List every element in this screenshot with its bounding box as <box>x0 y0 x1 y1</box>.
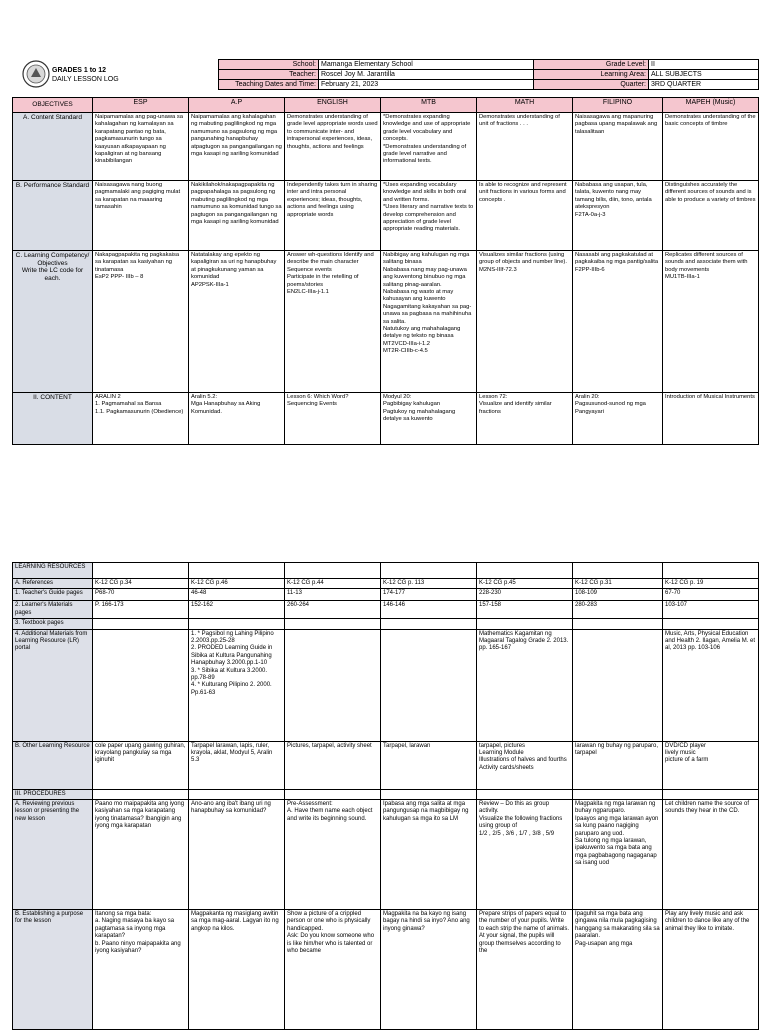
lr-cell: Mathematics Kagamitan ng Magaaral Tagalog Grade 2. 2013. pp. 165-167 <box>477 629 573 741</box>
subject-header-english: ENGLISH <box>285 98 381 113</box>
lr-cell: cole paper upang gawing guhiran, krayolang pangkulay sa mga iginuhit <box>93 741 189 789</box>
lr-empty-cell <box>381 563 477 579</box>
lr-cell: 260-264 <box>285 601 381 619</box>
objective-cell: Is able to recognize and represent unit fractions in various forms and concepts . <box>477 181 573 251</box>
objective-cell: Natatalakay ang epekto ng kapaligiran sa uri ng hanapbuhay at pinagkukunang yaman sa komunidad AP2PSK-IIIa-1 <box>189 251 285 393</box>
lr-row-label: 4. Additional Materials from Learning Resource (LR) portal <box>13 629 93 741</box>
area-value: ALL SUBJECTS <box>649 70 759 80</box>
header-info <box>218 59 758 90</box>
lr-row <box>13 619 759 629</box>
procedure-cell: Review – Do this as group activity. Visualize the following fractions using group of 1/2 , 2/5 , 3/6 , 1/7 , 3/8 , 5/9 <box>477 800 573 910</box>
procedures-title-row <box>13 789 759 799</box>
lr-row <box>13 741 759 789</box>
proc-empty-cell <box>381 789 477 799</box>
lr-cell: 174-177 <box>381 589 477 601</box>
objective-cell: Naipamamalas ang kahalagahan ng mabuting paglilingkod ng mga namumuno sa pagsulong ng mga pangunahing hanapbuhay atpagtugon sa pangangailangan ng mga kasapi ng sariling komunidad <box>189 113 285 181</box>
objective-cell: Naipamamalas ang pag-unawa sa kahalagahan ng kamalayan sa karapatang pantao ng bata, pagkamasunurin tungo sa kaayusan atkapayapaan ng kapaligiran at ng bansang kinabibilangan <box>93 113 189 181</box>
procedure-row-label: B. Establishing a purpose for the lesson <box>13 910 93 1030</box>
lr-cell: 146-146 <box>381 601 477 619</box>
procedures-title: III. PROCEDURES <box>13 789 93 799</box>
lr-empty-cell <box>477 563 573 579</box>
lr-cell <box>573 629 663 741</box>
objective-row <box>13 393 759 445</box>
objective-cell: *Demonstrates expanding knowledge and use of appropriate grade level vocabulary and concepts. *Demonstrates understanding of grade level narrative and informational texts. <box>381 113 477 181</box>
lr-cell: P. 166-173 <box>93 601 189 619</box>
lr-row-label: A. References <box>13 579 93 589</box>
lr-cell <box>573 619 663 629</box>
lr-row <box>13 629 759 741</box>
lr-cell <box>93 629 189 741</box>
objective-cell: Aralin 5.2: Mga Hanapbuhay sa Aking Komunidad. <box>189 393 285 445</box>
lr-cell <box>285 629 381 741</box>
row-label-text: A. Content Standard <box>23 114 82 121</box>
procedure-cell: Magpakita na ba kayo ng isang bagay na hindi sa inyo? Ano ang inyong ginawa? <box>381 910 477 1030</box>
objective-cell: *Uses expanding vocabulary knowledge and skills in both oral and written forms. *Uses literary and narrative texts to develop comprehension and appreciation of grade level appropriate reading materials. <box>381 181 477 251</box>
lr-cell: 108-109 <box>573 589 663 601</box>
lr-empty-cell <box>93 563 189 579</box>
lr-cell: K-12 CG p.46 <box>189 579 285 589</box>
objective-cell: Nakikilahok/nakapagpapakita ng pagpapahalaga sa pagsulong ng mabuting paglilingkod ng mga namumuno sa komunidad tungo sa pagtugon sa pangangailangan ng mga kasapi ng sariling komunidad <box>189 181 285 251</box>
objective-cell: Nasasabi ang pagkakatulad at pagkakaiba ng mga pantig/salita F2PP-IIIb-6 <box>573 251 663 393</box>
procedure-cell: Ipabasa ang mga salita at mga pangungusap na magbibigay ng kahulugan sa mga ito sa LM <box>381 800 477 910</box>
lr-cell: K-12 CG p. 19 <box>663 579 759 589</box>
objective-row-label <box>13 113 93 181</box>
subject-header-filipino: FILIPINO <box>573 98 663 113</box>
lr-cell: Tarpapel, larawan <box>381 741 477 789</box>
objective-cell: Answer wh-questions Identify and describe the main character Sequence events Participate in the retelling of poems/stories EN2LC-IIIa-j-1.1 <box>285 251 381 393</box>
procedure-row <box>13 800 759 910</box>
objective-cell: Nabibigay ang kahulugan ng mga salitang binasa Nababasa nang may pag-unawa ang kuwentong binubuo ng mga salitang pinag-aaralan. Nababasa ng wasto at may kahusayan ang kuwento Nagagamitang kakayahan sa pag-unawa sa pagbasa na mahihinuha sa salita. Natutukoy ang mahahalagang detalye ng teksto ng binasa MT2VCD-IIIa-i-1.2 MT2R-CIIIb-c-4.5 <box>381 251 477 393</box>
lr-cell: P68-70 <box>93 589 189 601</box>
lr-row-label: 3. Textbook pages <box>13 619 93 629</box>
subject-header-a-p: A.P <box>189 98 285 113</box>
lr-cell: 46-48 <box>189 589 285 601</box>
objectives-header: OBJECTIVES <box>13 98 93 113</box>
proc-empty-cell <box>285 789 381 799</box>
area-label: Learning Area: <box>534 70 649 80</box>
objectives-table <box>12 97 758 445</box>
lr-cell: 157-158 <box>477 601 573 619</box>
objective-cell: Lesson 72: Visualize and identify similar fractions <box>477 393 573 445</box>
proc-empty-cell <box>93 789 189 799</box>
procedure-cell: Magpakita ng mga larawan ng buhay ngparuparo. Ipaayos ang mga larawan ayon sa kung paano nagiging paruparo ang uod. Sa tulong ng mga larawan, ipakuwento sa mga bata ang mga pagbabagong nagaganap sa isang uod <box>573 800 663 910</box>
objective-cell: Nakapagpapakita ng pagkakaisa sa karapatan sa kasiyahan ng tinatamasa EsP2 PPP- IIIb – 8 <box>93 251 189 393</box>
objective-cell: Naisasagawa nang buong pagmamalaki ang pagiging mulat sa karapatan na maaaring tamasahin <box>93 181 189 251</box>
procedure-cell: Show a picture of a crippled person or one who is physically handicapped. Ask: Do you know someone who is like him/her who is talented or who became <box>285 910 381 1030</box>
deped-seal-logo <box>22 60 50 88</box>
objective-cell: Demonstrates understanding of grade level appropriate words used to communicate inter- and intrapersonal experiences, ideas, thoughts, actions and feelings <box>285 113 381 181</box>
lr-row-label: 1. Teacher's Guide pages <box>13 589 93 601</box>
subject-header-math: MATH <box>477 98 573 113</box>
lr-empty-cell <box>285 563 381 579</box>
lr-cell <box>189 619 285 629</box>
lr-empty-cell <box>573 563 663 579</box>
lr-cell: K-12 CG p.34 <box>93 579 189 589</box>
lr-title: LEARNING RESOURCES <box>13 563 93 579</box>
objective-cell: ARALIN 2 1. Pagmamahal sa Bansa 1.1. Pagkamasunurin (Obedience) <box>93 393 189 445</box>
objective-cell: Naisasagawa ang mapanuring pagbasa upang mapalawak ang talasalitaan <box>573 113 663 181</box>
lr-cell: K-12 CG p. 113 <box>381 579 477 589</box>
lr-empty-cell <box>663 563 759 579</box>
row-label-text: B. Performance Standard <box>15 182 90 189</box>
lr-title-row <box>13 563 759 579</box>
lr-row <box>13 579 759 589</box>
objective-cell: Replicates different sources of sounds and associate them with body movements MU1TB-IIIa-1 <box>663 251 759 393</box>
lr-cell: 11-13 <box>285 589 381 601</box>
lr-cell: 67-70 <box>663 589 759 601</box>
dates-value: February 21, 2023 <box>319 80 534 90</box>
objective-cell: Modyul 20: Pagbibigay kahulugan Pagtukoy ng mahahalagang detalye sa kuwento <box>381 393 477 445</box>
lr-cell: tarpapel, pictures Learning Module Illustrations of halves and fourths Activity cards/sheets <box>477 741 573 789</box>
objective-cell: Demonstrates understanding of unit of fractions . . . <box>477 113 573 181</box>
procedure-cell: Itanong sa mga bata: a. Naging masaya ba kayo sa pagtamasa sa inyong mga karapatan? b. Paano ninyo maipapakita ang iyong kasiyahan? <box>93 910 189 1030</box>
lr-cell: 228-230 <box>477 589 573 601</box>
procedure-cell: Magpakanta ng masiglang awitin sa mga mag-aaral. Lagyan ito ng angkop na kilos. <box>189 910 285 1030</box>
lr-cell: 1. * Pagsibol ng Lahing Pilipino 2.2003.pp.25-28 2. PRODED Learning Guide in Sibika at Kultura Pangunahing Hanapbuhay 3.2000.pp.1-10 3. * Sibika at Kultura 3.2000. pp.78-89 4. * Kulturang Pilipino 2. 2000. Pp.61-63 <box>189 629 285 741</box>
row-label-text: II. CONTENT <box>33 394 72 401</box>
grade-value: II <box>649 60 759 70</box>
lr-cell: DVD/CD player lively music picture of a farm <box>663 741 759 789</box>
learning-resources-table <box>12 562 758 1030</box>
objective-cell: Demonstrates understanding of the basic concepts of timbre <box>663 113 759 181</box>
objective-cell: Distinguishes accurately the different sources of sounds and is able to produce a variety of timbres <box>663 181 759 251</box>
proc-empty-cell <box>663 789 759 799</box>
lr-row <box>13 601 759 619</box>
procedure-cell: Let children name the source of sounds they hear in the CD. <box>663 800 759 910</box>
grade-label: Grade Level: <box>534 60 649 70</box>
procedure-cell: Paano mo maipapakita ang iyong kasiyahan sa mga karapatang iyong tinatamasa? Ibangigin ang iyong mga karapatan <box>93 800 189 910</box>
lr-cell <box>381 629 477 741</box>
teacher-value: Roscel Joy M. Jarantilla <box>319 70 534 80</box>
objective-cell: Lesson 6: Which Word? Sequencing Events <box>285 393 381 445</box>
procedure-cell: Play any lively music and ask children to dance like any of the animal they like to imitate. <box>663 910 759 1030</box>
row-label-subtext: Write the LC code for each. <box>21 267 84 282</box>
lr-empty-cell <box>189 563 285 579</box>
quarter-label: Quarter: <box>534 80 649 90</box>
procedure-cell: Ipaguhit sa mga bata ang gingawa nila mula pagkagising hanggang sa makarating sila sa paaralan. Pag-usapan ang mga <box>573 910 663 1030</box>
proc-empty-cell <box>477 789 573 799</box>
lr-cell: 152-162 <box>189 601 285 619</box>
procedure-cell: Pre-Assessment: A. Have them name each object and write its beginning sound. <box>285 800 381 910</box>
objective-row <box>13 113 759 181</box>
objective-cell: Visualizes similar fractions (using group of objects and number line). M2NS-IIIf-72.3 <box>477 251 573 393</box>
proc-empty-cell <box>573 789 663 799</box>
procedure-cell: Prepare strips of papers equal to the number of your pupils. Write to each strip the name of animals. At your signal, the pupils will group themselves according to the <box>477 910 573 1030</box>
subject-header-esp: ESP <box>93 98 189 113</box>
lr-cell <box>93 619 189 629</box>
lr-cell: K-12 CG p.44 <box>285 579 381 589</box>
lr-cell: Pictures, tarpapel, activity sheet <box>285 741 381 789</box>
lr-row-label: B. Other Learning Resource <box>13 741 93 789</box>
log-title-grades: GRADES 1 to 12 <box>52 67 107 74</box>
objective-row <box>13 181 759 251</box>
objective-row <box>13 251 759 393</box>
objective-row-label <box>13 251 93 393</box>
procedure-cell: Ano-ano ang iba't ibang uri ng hanapbuhay sa komunidad? <box>189 800 285 910</box>
quarter-value: 3RD QUARTER <box>649 80 759 90</box>
lr-cell <box>285 619 381 629</box>
procedure-row <box>13 910 759 1030</box>
procedure-row-label: A. Reviewing previous lesson or presenting the new lesson <box>13 800 93 910</box>
lr-cell: K-12 CG p.45 <box>477 579 573 589</box>
lr-cell: 103-107 <box>663 601 759 619</box>
subject-header-mtb: MTB <box>381 98 477 113</box>
proc-empty-cell <box>189 789 285 799</box>
lr-row-label: 2. Learner's Materials pages <box>13 601 93 619</box>
school-value: Mamanga Elementary School <box>319 60 534 70</box>
objective-cell: Introduction of Musical Instruments <box>663 393 759 445</box>
lr-cell: larawan ng buhay ng paruparo, tarpapel <box>573 741 663 789</box>
objective-cell: Independently takes turn in sharing inter and intra personal experiences; ideas, thoughts, actions and feelings using appropriate words <box>285 181 381 251</box>
lr-cell <box>381 619 477 629</box>
lr-cell <box>477 619 573 629</box>
lr-cell: K-12 CG p.31 <box>573 579 663 589</box>
teacher-label: Teacher: <box>219 70 319 80</box>
objective-row-label <box>13 393 93 445</box>
lr-cell: Music, Arts, Physical Education and Health 2. Ilagan, Amelia M. et al, 2013 pp. 103-106 <box>663 629 759 741</box>
dates-label: Teaching Dates and Time: <box>219 80 319 90</box>
log-title-daily: DAILY LESSON LOG <box>52 76 119 83</box>
lr-cell <box>663 619 759 629</box>
subject-header-mapeh-music: MAPEH (Music) <box>663 98 759 113</box>
lr-row <box>13 589 759 601</box>
lr-cell: Tarpapel larawan, lapis, ruler, krayola, aklat, Modyul 5, Aralin 5.3 <box>189 741 285 789</box>
objective-cell: Aralin 20: Pagsusunod-sunod ng mga Pangyayari <box>573 393 663 445</box>
lr-cell: 280-283 <box>573 601 663 619</box>
row-label-text: C. Learning Competency/ Objectives <box>15 252 90 267</box>
objective-cell: Nababasa ang usapan, tula, talata, kuwento nang may tamang bilis, diin, tono, antala atekspresyon F2TA-0a-j-3 <box>573 181 663 251</box>
objective-row-label <box>13 181 93 251</box>
school-label: School: <box>219 60 319 70</box>
